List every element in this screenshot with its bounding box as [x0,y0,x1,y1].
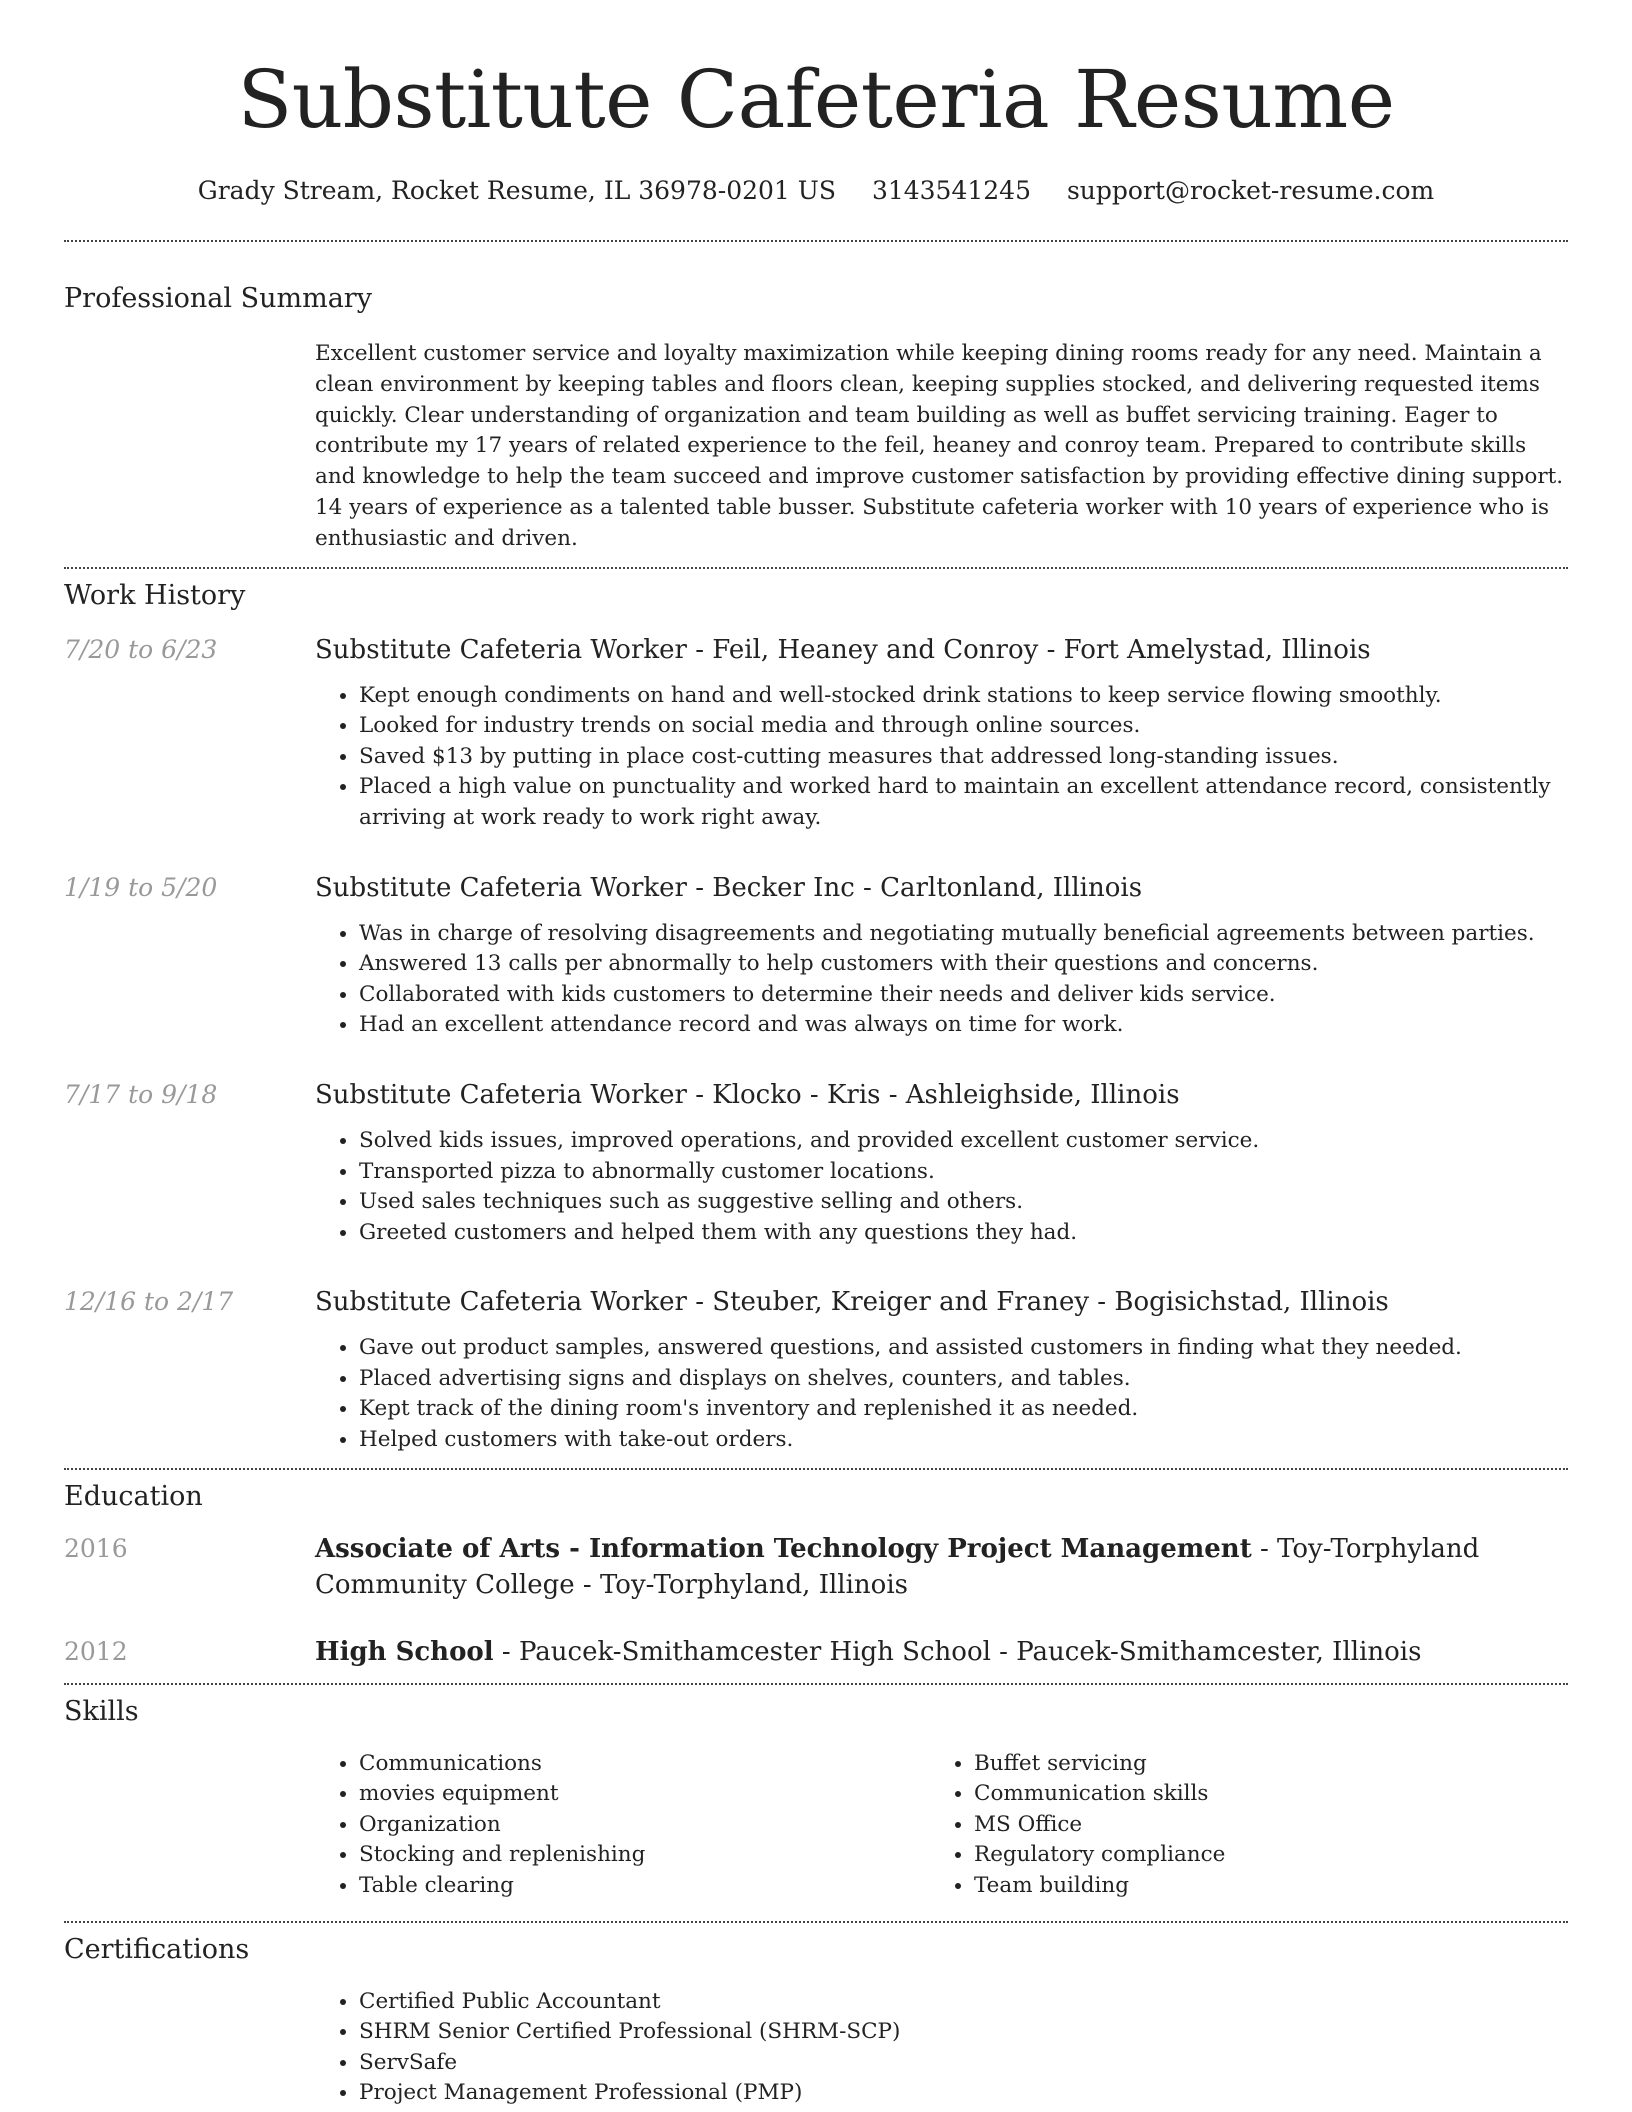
list-item: • Gave out product samples, answered questions, and assisted customers in finding what they needed. [359,1333,1568,1364]
section-title-summary: Professional Summary [64,283,372,314]
job-title: Substitute Cafeteria Worker - Becker Inc - Carltonland, Illinois [315,872,1143,903]
list-item: • movies equipment [359,1779,930,1810]
resume-title: Substitute Cafeteria Resume [237,53,1395,146]
list-item: • Was in charge of resolving disagreements and negotiating mutually beneficial agreements between parties. [359,919,1568,950]
list-item: • Kept track of the dining room's inventory and replenished it as needed. [359,1394,1568,1425]
list-item: • Solved kids issues, improved operations, and provided excellent customer service. [359,1126,1568,1157]
list-item: • Certified Public Accountant [359,1987,1568,2018]
divider [64,1468,1568,1470]
job-dates: 1/19 to 5/20 [64,872,218,902]
list-item: • Team building [974,1871,1545,1902]
list-item: • ServSafe [359,2048,1568,2079]
list-item: • Collaborated with kids customers to determine their needs and deliver kids service. [359,980,1568,1011]
job-title: Substitute Cafeteria Worker - Steuber, Kreiger and Franey - Bogisichstad, Illinois [315,1287,1389,1318]
certifications-list [315,1987,1568,2109]
contact-line [64,176,1568,205]
job-dates: 12/16 to 2/17 [64,1287,234,1317]
job-bullets [315,1333,1568,1455]
list-item: • Placed a high value on punctuality and worked hard to maintain an excellent attendance record, consistently arriving at work ready to work right away. [359,772,1568,833]
job-entry [64,632,1568,834]
list-item: • Organization [359,1810,930,1841]
contact-phone: 3143541245 [871,176,1031,205]
divider [64,1921,1568,1923]
list-item: • Buffet servicing [974,1749,1545,1780]
education-entry [64,1531,1568,1603]
job-entry [64,870,1568,1041]
divider [64,1683,1568,1685]
section-title-certifications: Certifications [64,1933,250,1965]
list-item: • Placed advertising signs and displays on shelves, counters, and tables. [359,1364,1568,1395]
divider [64,240,1568,242]
list-item: • Used sales techniques such as suggestive selling and others. [359,1187,1568,1218]
job-entry [64,1077,1568,1248]
job-title: Substitute Cafeteria Worker - Klocko - Kris - Ashleighside, Illinois [315,1079,1180,1110]
skills-column-right [930,1749,1545,1902]
section-title-education: Education [64,1480,203,1512]
list-item: • Kept enough condiments on hand and well-stocked drink stations to keep service flowing smoothly. [359,681,1568,712]
job-dates: 7/17 to 9/18 [64,1079,218,1109]
list-item: • Stocking and replenishing [359,1840,930,1871]
list-item: • SHRM Senior Certified Professional (SHRM-SCP) [359,2017,1568,2048]
skills-column-left [315,1749,930,1902]
education-title: High School - Paucek-Smithamcester High School - Paucek-Smithamcester, Illinois [315,1636,1422,1667]
list-item: • Saved $13 by putting in place cost-cutting measures that addressed long-standing issues. [359,742,1568,773]
list-item: • Transported pizza to abnormally customer locations. [359,1157,1568,1188]
list-item: • Greeted customers and helped them with any questions they had. [359,1218,1568,1249]
list-item: • Answered 13 calls per abnormally to help customers with their questions and concerns. [359,949,1568,980]
job-bullets [315,681,1568,834]
list-item: • Looked for industry trends on social media and through online sources. [359,711,1568,742]
list-item: • Regulatory compliance [974,1840,1545,1871]
education-year: 2012 [64,1636,128,1666]
resume-page [64,0,1568,2109]
list-item: • Communication skills [974,1779,1545,1810]
contact-email: support@rocket-resume.com [1066,176,1435,205]
summary-text: Excellent customer service and loyalty maximization while keeping dining rooms ready for any need. Maintain a clean environment by keeping tables and floors clean, keeping supplies stocked, and delivering requested items quickly. Clear understanding of organization and team building as well as buffet servicing training. Eager to contribute my 17 years of related experience to the feil, heaney and conroy team. Prepared to contribute skills and knowledge to help the team succeed and improve customer satisfaction by providing effective dining support. 14 years of experience as a talented table busser. Substitute cafeteria worker with 10 years of experience who is enthusiastic and driven. [315,341,1564,551]
job-bullets [315,919,1568,1041]
skills-list [315,1749,1568,1902]
list-item: • MS Office [974,1810,1545,1841]
job-entry [64,1284,1568,1455]
divider [64,567,1568,569]
list-item: • Communications [359,1749,930,1780]
job-bullets [315,1126,1568,1248]
list-item: • Table clearing [359,1871,930,1902]
contact-address: Grady Stream, Rocket Resume, IL 36978-0201 US [197,176,836,205]
list-item: • Helped customers with take-out orders. [359,1425,1568,1456]
list-item: • Project Management Professional (PMP) [359,2078,1568,2109]
list-item: • Had an excellent attendance record and was always on time for work. [359,1010,1568,1041]
section-title-skills: Skills [64,1695,139,1727]
education-title: Associate of Arts - Information Technology Project Management - Toy-Torphyland Community College - Toy-Torphyland, Illinois [315,1533,1480,1600]
job-title: Substitute Cafeteria Worker - Feil, Heaney and Conroy - Fort Amelystad, Illinois [315,634,1371,665]
section-title-work: Work History [64,579,246,611]
job-dates: 7/20 to 6/23 [64,634,218,664]
education-year: 2016 [64,1533,128,1563]
education-entry [64,1634,1568,1670]
